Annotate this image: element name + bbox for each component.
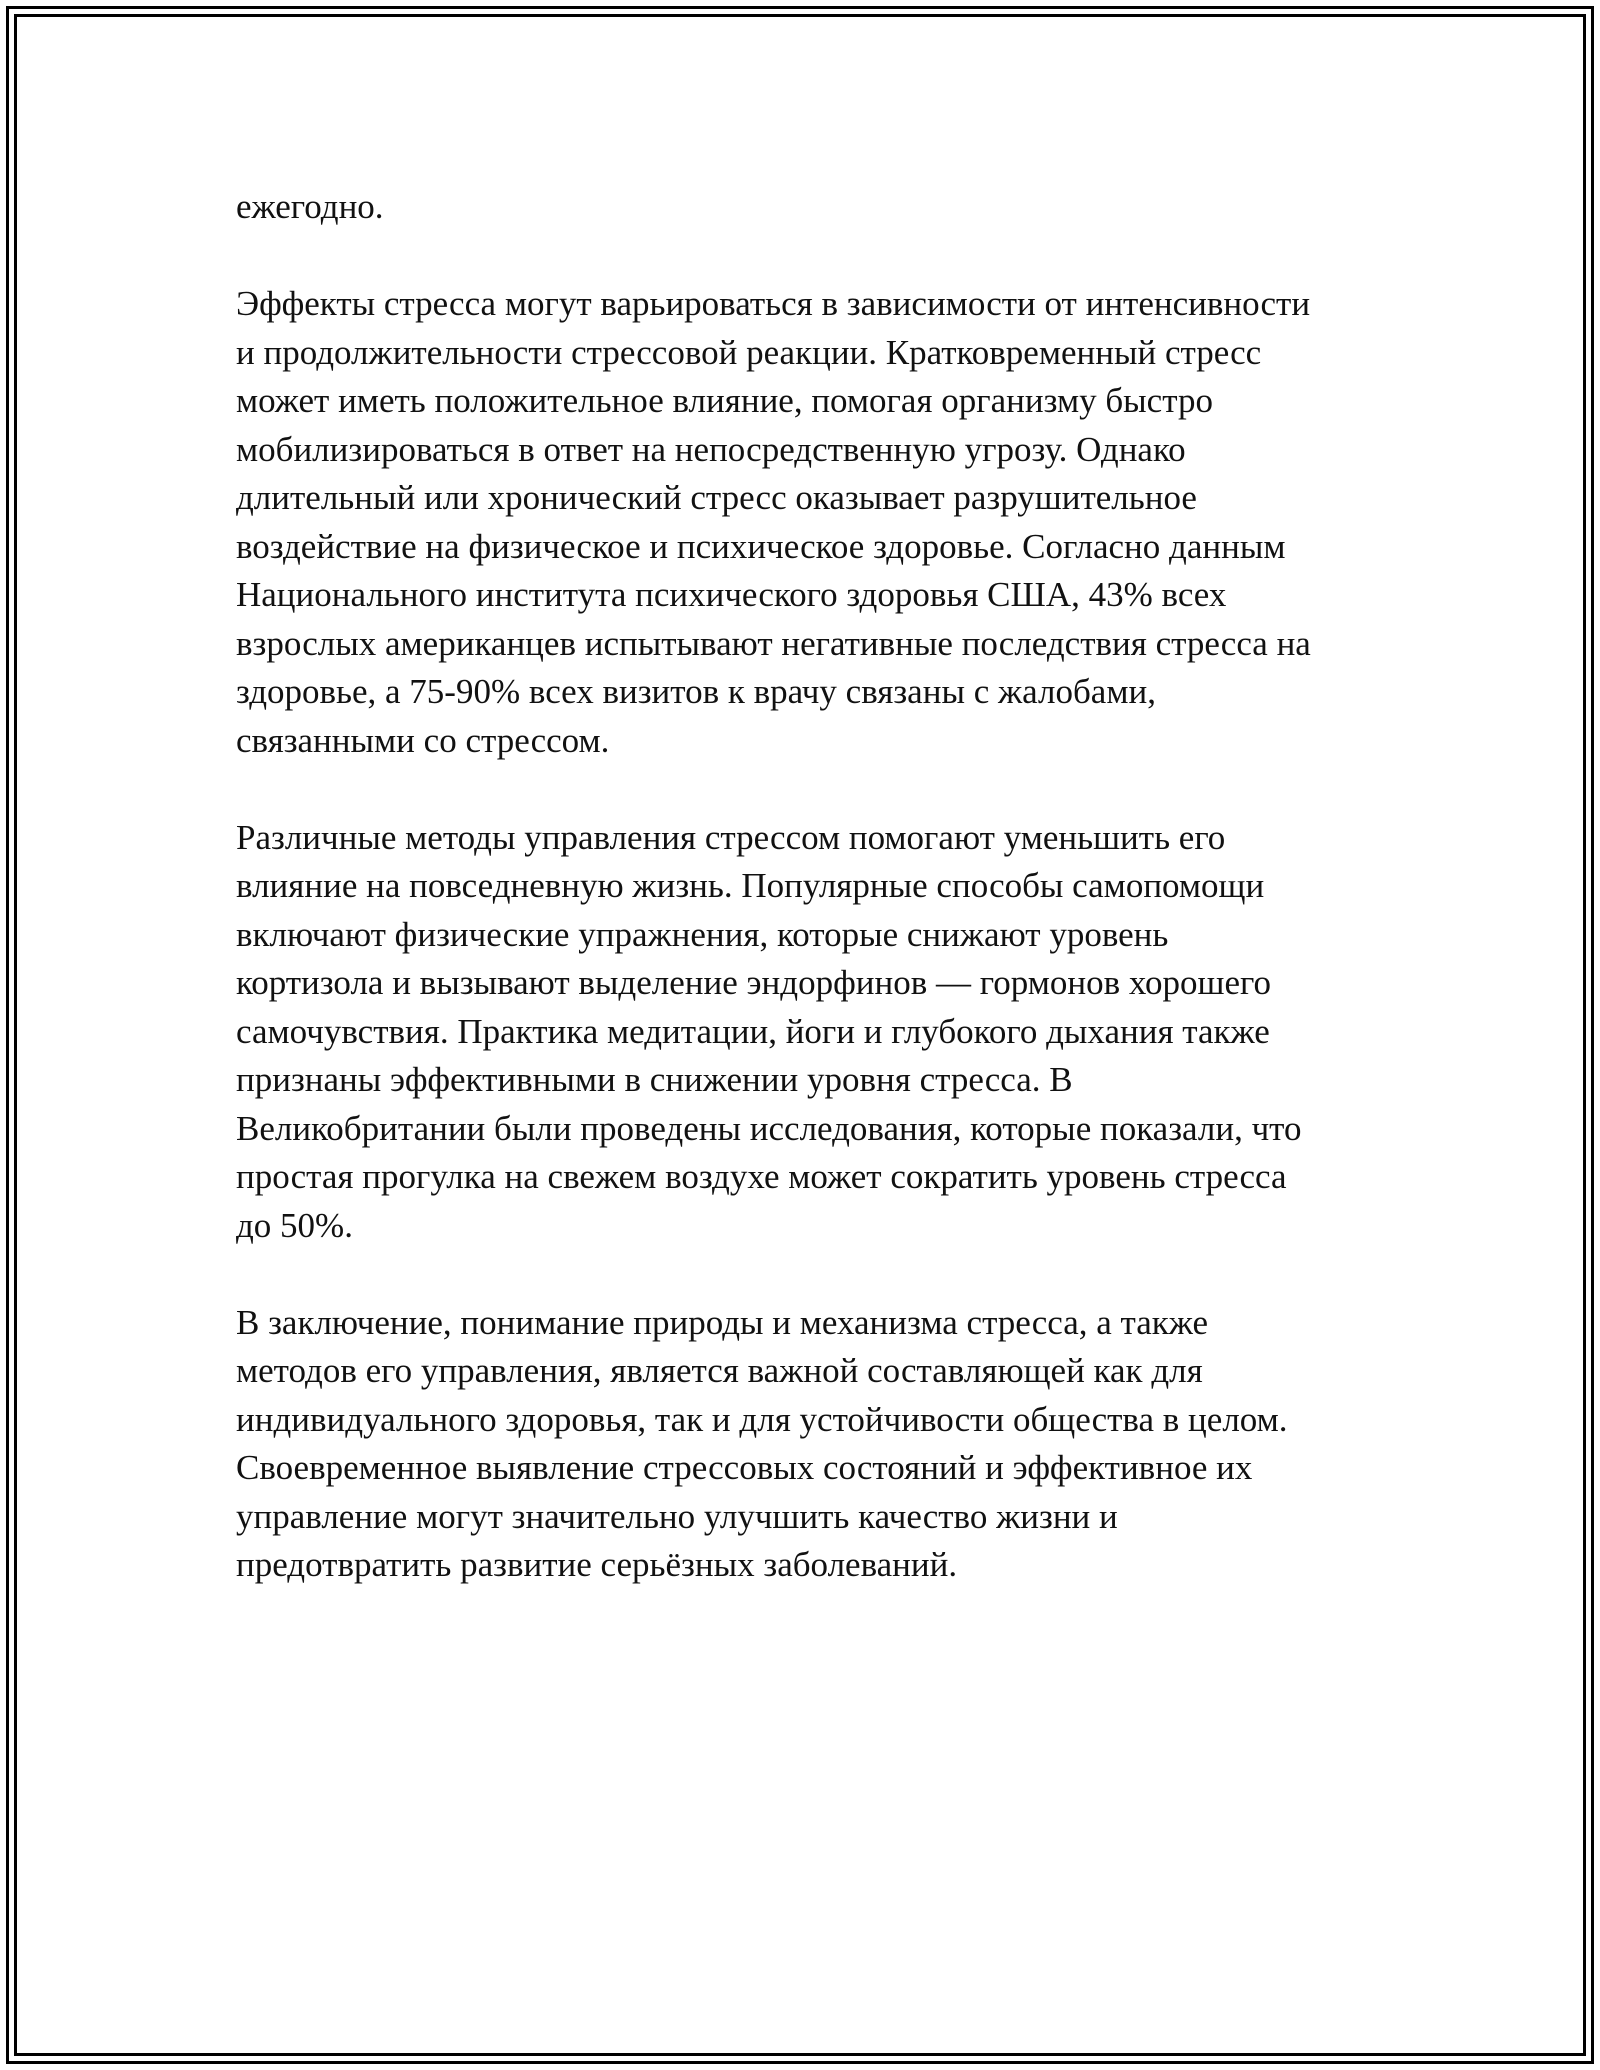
document-body <box>236 183 1376 1638</box>
paragraph-conclusion: В заключение, понимание природы и механизма стресса, а также методов его управления, является важной составляющей как для индивидуального здоровья, так и для устойчивости общества в целом. Своевременное выявление стрессовых состояний и эффективное их управление могут значительно улучшить качество жизни и предотвратить развитие серьёзных заболеваний. <box>236 1302 1288 1584</box>
paragraph-stress-management: Различные методы управления стрессом помогают уменьшить его влияние на повседневную жизнь. Популярные способы самопомощи включают физические упражнения, которые снижают уровень кортизола и вызывают выделение эндорфинов — гормонов хорошего самочувствия. Практика медитации, йоги и глубокого дыхания также признаны эффективными в снижении уровня стресса. В Великобритании были проведены исследования, которые показали, что простая прогулка на свежем воздухе может сократить уровень стресса до 50%. <box>236 817 1302 1245</box>
paragraph-continuation: ежегодно. <box>236 187 384 226</box>
paragraph-stress-effects: Эффекты стресса могут варьироваться в зависимости от интенсивности и продолжительности стрессовой реакции. Кратковременный стресс может иметь положительное влияние, помогая организму быстро мобилизироваться в ответ на непосредственную угрозу. Однако длительный или хронический стресс оказывает разрушительное воздействие на физическое и психическое здоровье. Согласно данным Национального института психического здоровья США, 43% всех взрослых американцев испытывают негативные последствия стресса на здоровье, а 75-90% всех визитов к врачу связаны с жалобами, связанными со стрессом. <box>236 284 1311 760</box>
